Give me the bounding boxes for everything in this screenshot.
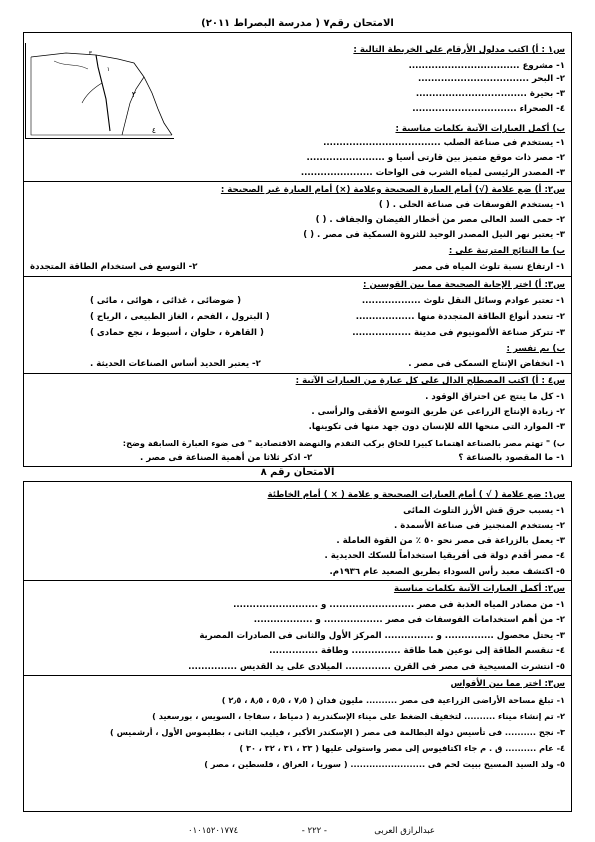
footer-author: عبدالرازق العربى (374, 826, 435, 836)
q4a-item: ٢- زيادة الإنتاج الزراعى عن طريق التوسع الأفقى والرأسى . (311, 407, 565, 417)
q3a-item (30, 296, 565, 307)
q4b-row (30, 453, 565, 464)
q3a-item-text: ٢- تتعدد أنواع الطاقة المتجددة منها .................. (355, 312, 565, 322)
divider (23, 181, 572, 182)
q3a-item-options: ( ضوضائى ، غذائى ، هوائى ، مائى ) (90, 296, 242, 306)
divider (23, 580, 572, 581)
q4a-item: ١- كل ما ينتج عن احتراق الوقود . (425, 392, 565, 402)
q2a-item: ١- يستخدم الفوسفات فى صناعة الحلى . ( ) (378, 200, 565, 210)
svg-text:١: ١ (106, 66, 110, 73)
q2a-item: ٣- يعتبر نهر النيل المصدر الوحيد للثروة السمكية فى مصر . ( ) (303, 230, 565, 240)
q2a-item: ٢- حمى السد العالى مصر من أخطار الفيضان والجفاف . ( ) (315, 215, 565, 225)
q3a-heading: س٣: أ) اختر الإجابة الصحيحة مما بين القوسين : (363, 280, 565, 290)
e8-q2-item: ٤- تنقسم الطاقة إلى نوعين هما طاقة ............... وطاقة ............... (269, 646, 565, 656)
exam8-title: الامتحان رقم ٨ (260, 467, 335, 478)
footer-page-number: - ٢٢٢ - (301, 826, 327, 836)
q4a-item: ٣- الموارد التى منحها الله للإنسان دون جهد منها فى تكوينها. (308, 422, 565, 432)
svg-text:٤: ٤ (151, 126, 156, 135)
q2b-item-2: ٢- التوسع فى استخدام الطاقة المتجددة (30, 262, 198, 272)
e8-q2-item: ١- من مصادر المياه العذبة فى مصر .......................... و .......................... (233, 600, 565, 610)
q1b-heading: ب) أكمل العبارات الآتية بكلمات مناسبة : (395, 124, 565, 134)
e8-q1-heading: س١: ضع علامة ( √ ) أمام العبارات الصحيحة و علامة ( × ) أمام الخاطئة (267, 490, 565, 500)
e8-q1-item: ٥- اكتشف معبد رأس السوداء بطريق الصعيد عام ١٩٣٦م. (329, 567, 565, 577)
q1a-item: ١- مشروع .................................. (408, 61, 565, 71)
e8-q3-item: ٢- تم إنشاء ميناء .......... لتخفيف الضغط على ميناء الإسكندرية ( دمياط ، سفاجا ، السويس ، بورسعيد ) (152, 711, 565, 721)
q1b-item: ١- يستخدم فى صناعة الصلب .................................... (323, 138, 565, 148)
q3b-item-1: ١- انخفاض الإنتاج السمكى فى مصر . (408, 359, 565, 369)
e8-q3-item: ٣- نجح .......... فى تأسيس دولة البطالمة فى مصر ( الإسكندر الأكبر ، فيليب الثانى ، بطليموس الأول ، أرشميس ) (109, 727, 565, 737)
e8-q3-item: ٤- عام .......... ق . م جاء اكتافيوس إلى مصر واستولى عليها ( ٣٣ ، ٣١ ، ٣٢ ، ٣٠ ) (239, 743, 565, 753)
q3a-item-options: ( البترول ، الفحم ، الغاز الطبيعى ، الرياح ) (90, 312, 270, 322)
q3a-item (30, 328, 565, 339)
q4b-item-1: ١- ما المقصود بالصناعة ؟ (458, 453, 565, 463)
e8-q3-item: ٥- ولد السيد المسيح ببيت لحم فى ........................ ( سوريا ، العراق ، فلسطين ، مصر ) (204, 759, 565, 769)
e8-q2-item: ٣- يحتل محصول ............... و ............... المركز الأول والثانى فى الصادرات المصرية (199, 631, 565, 641)
e8-q3-heading: س٣: اختر مما بين الأقواس (450, 679, 565, 689)
e8-q2-item: ٢- من أهم استخدامات الفوسفات فى مصر .................. و .................. (253, 615, 565, 625)
e8-q1-item: ٣- يعمل بالزراعة فى مصر نحو ٥٠ ٪ من القوة العاملة . (336, 536, 565, 546)
e8-q1-item: ١- يسبب حرق قش الأرز التلوث المائى (403, 506, 565, 516)
q3a-item-text: ٣- تتركز صناعة الألمونيوم فى مدينة .................. (352, 328, 565, 338)
e8-q2-heading: س٢: أكمل العبارات الآتية بكلمات مناسبة (393, 584, 565, 594)
q2b-row (30, 262, 565, 273)
q4b-heading: ب) " تهتم مصر بالصناعة اهتماما كبيرا للحاق بركب التقدم والنهضة الاقتصادية " فى ضوء العبارة السابقة وضح: (122, 438, 565, 448)
q2b-heading: ب) ما النتائج المترتبة على : (448, 246, 565, 256)
q1a-heading: س١ : أ) اكتب مدلول الأرقام على الخريطة التالية : (353, 45, 565, 55)
q3a-item-options: ( القاهرة ، حلوان ، أسيوط ، نجع حمادى ) (90, 328, 264, 338)
e8-q3-item: ١- تبلغ مساحة الأراضى الزراعية فى مصر .......... مليون فدان ( ٧٫٥ ، ٥٫٥ ، ٨٫٥ ، ٢٫٥ ) (221, 695, 565, 705)
divider (23, 373, 572, 374)
q3b-item-2: ٢- يعتبر الحديد أساس الصناعات الحديثة . (90, 359, 261, 369)
svg-text:٢: ٢ (131, 90, 136, 99)
svg-text:٣: ٣ (88, 50, 92, 57)
e8-q1-item: ٢- يستخدم المنجنيز فى صناعة الأسمدة . (393, 521, 565, 531)
q3b-heading: ب) بم تفسر : (506, 344, 565, 354)
q3a-item (30, 312, 565, 323)
divider (23, 276, 572, 277)
exam7-title: الامتحان رقم٧ ( مدرسة البصراط ٢٠١١) (201, 18, 394, 29)
q2b-item-1: ١- ارتفاع نسبة تلوث المياه فى مصر (413, 262, 565, 272)
q1b-item: ٢- مصر ذات موقع متميز بين قارتى أسيا و ........................ (306, 153, 565, 163)
q1a-item: ٣- بحيرة .................................. (415, 89, 565, 99)
q1a-item: ٢- البحر .................................. (417, 74, 565, 84)
q4a-heading: س٤ : أ) اكتب المصطلح الدال على كل عبارة من العبارات الآتية : (295, 376, 565, 386)
q4b-item-2: ٢- اذكر ثلاثا من أهمية الصناعة فى مصر . (140, 453, 313, 463)
q1b-item: ٣- المصدر الرئيسى لمياه الشرب فى الواحات ...................... (300, 168, 565, 178)
footer-phone: ٠١٠١٥٢٠١٧٧٤ (188, 826, 239, 836)
e8-q1-item: ٤- مصر أقدم دولة فى أفريقيا استخداماً للسكك الحديدية . (324, 551, 565, 561)
divider (23, 675, 572, 676)
q3b-row (30, 359, 565, 370)
q3a-item-text: ١- تعتبر عوادم وسائل النقل تلوث .................. (361, 296, 565, 306)
q1a-item: ٤- الصحراء ................................ (412, 104, 565, 114)
q2a-heading: س٢: أ) ضع علامة (√) أمام العبارة الصحيحة وعلامة (×) أمام العبارة غير الصحيحة : (220, 185, 565, 195)
e8-q2-item: ٥- انتشرت المسيحية فى مصر فى القرن .............. الميلادى على يد القديس ............... (188, 662, 565, 672)
